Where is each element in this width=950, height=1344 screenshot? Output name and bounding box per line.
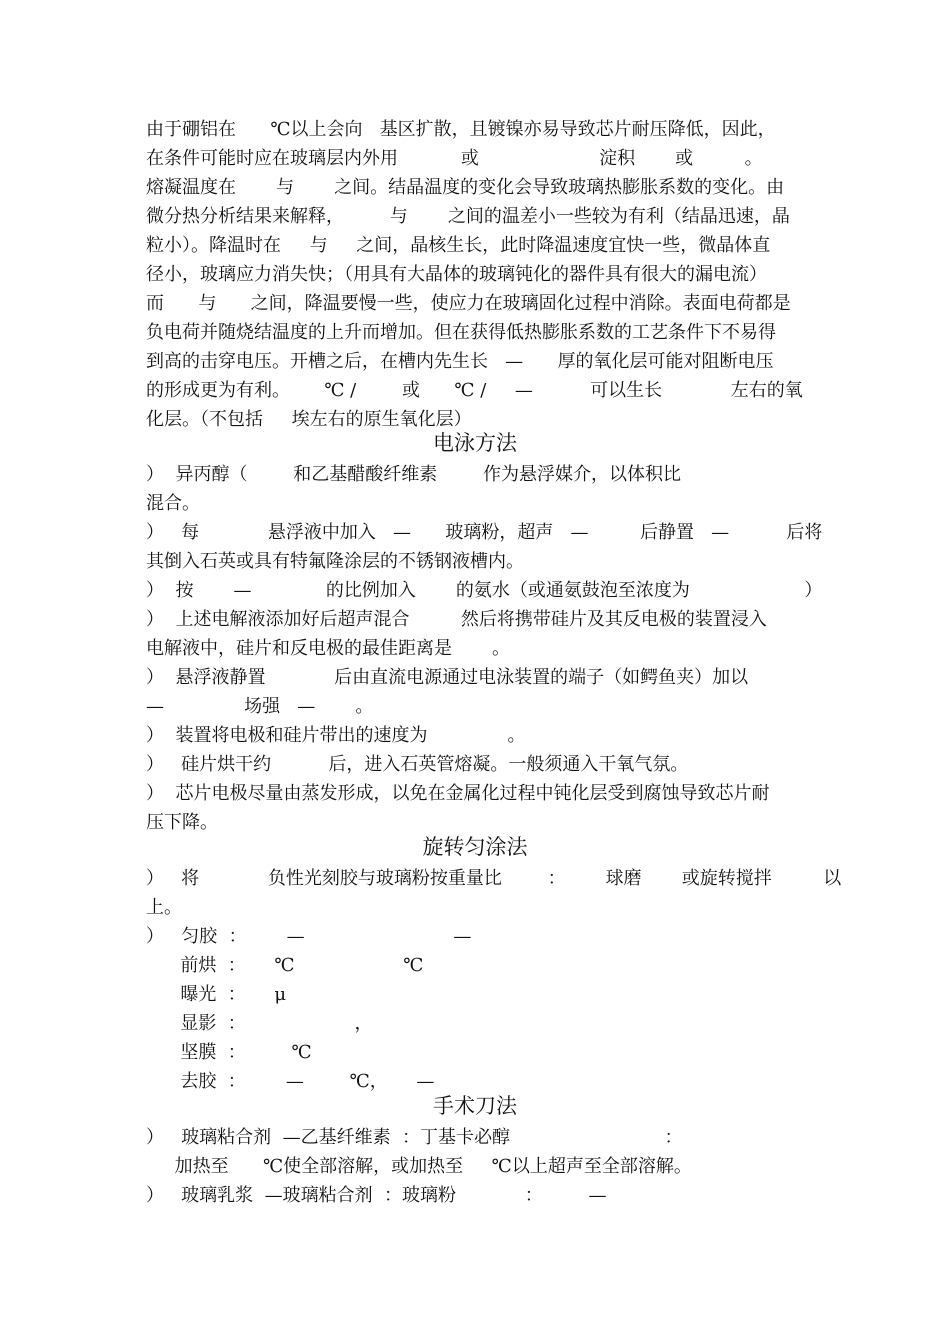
paragraph-line: 在条件可能时应在玻璃层内外用 或 淀积 或 。: [146, 148, 763, 169]
paragraph-line: 到高的击穿电压。开槽之后，在槽内先生长 — 厚的氧化层可能对阻断电压: [146, 351, 774, 372]
list-line: 压下降。: [146, 812, 218, 833]
list-line: 上。: [146, 897, 182, 918]
list-line: ） 装置将电极和硅片带出的速度为 。: [146, 725, 526, 746]
paragraph-line: 粒小）。降温时在 与 之间，晶核生长，此时降温速度宜快一些，微晶体直: [146, 235, 771, 256]
paragraph-line: 而 与 之间，降温要慢一些，使应力在玻璃固化过程中消除。表面电荷都是: [146, 293, 791, 314]
list-line: 混合。: [146, 493, 200, 514]
list-line: ） 玻璃粘合剂 —乙基纤维素 ：丁基卡必醇 ：: [146, 1127, 683, 1148]
section-heading-spin-coating: 旋转匀涂法: [422, 835, 528, 859]
list-line: ） 将 负性光刻胶与玻璃粉按重量比 ： 球磨 或旋转搅拌 以: [146, 868, 842, 889]
list-line: ） 按 — 的比例加入 的氨水（或通氨鼓泡至浓度为 ）: [146, 580, 823, 601]
list-line: ） 硅片烘干约 后，进入石英管熔凝。一般须通入干氧气氛。: [146, 754, 689, 775]
list-line: ） 玻璃乳浆 —玻璃粘合剂 ：玻璃粉 ： —: [146, 1185, 607, 1206]
list-line: 坚膜 ： ℃: [146, 1042, 312, 1063]
list-line: ） 每 悬浮液中加入 — 玻璃粉，超声 — 后静置 — 后将: [146, 522, 823, 543]
list-line: — 场强 — 。: [146, 696, 374, 717]
list-line: ） 芯片电极尽量由蒸发形成，以免在金属化过程中钝化层受到腐蚀导致芯片耐: [146, 783, 770, 804]
paragraph-line: 负电荷并随烧结温度的上升而增加。但在获得低热膨胀系数的工艺条件下不易得: [146, 322, 776, 343]
list-line: 电解液中，硅片和反电极的最佳距离是 。: [146, 638, 511, 659]
list-line: ） 悬浮液静置 后由直流电源通过电泳装置的端子（如鳄鱼夹）加以: [146, 667, 749, 688]
list-line: ） 异丙醇（ 和乙基醋酸纤维素 作为悬浮媒介，以体积比: [146, 464, 681, 485]
list-line: 曝光 ： μ: [146, 984, 287, 1005]
section-heading-electrophoresis: 电泳方法: [433, 431, 517, 455]
paragraph-line: 熔凝温度在 与 之间。结晶温度的变化会导致玻璃热膨胀系数的变化。由: [146, 177, 785, 198]
list-line: ） 上述电解液添加好后超声混合 然后将携带硅片及其反电极的装置浸入: [146, 609, 767, 630]
section-heading-scalpel: 手术刀法: [433, 1094, 517, 1118]
paragraph-line: 由于硼铝在 ℃以上会向 基区扩散，且镀镍亦易导致芯片耐压降低，因此，: [146, 119, 776, 140]
list-line: ） 匀胶 ： — —: [146, 926, 472, 947]
list-line: 其倒入石英或具有特氟隆涂层的不锈钢液槽内。: [146, 551, 524, 572]
paragraph-line: 的形成更为有利。 ℃ / 或 ℃ / — 可以生长 左右的氧: [146, 380, 803, 401]
list-line: 前烘 ： ℃ ℃: [146, 955, 424, 976]
paragraph-line: 化层。（不包括 埃左右的原生氧化层）: [146, 409, 472, 430]
list-line: 加热至 ℃使全部溶解，或加热至 ℃以上超声至全部溶解。: [146, 1156, 692, 1177]
list-line: 去胶 ： — ℃， —: [146, 1071, 435, 1092]
paragraph-line: 径小，玻璃应力消失快；（用具有大晶体的玻璃钝化的器件具有很大的漏电流）: [146, 264, 767, 285]
paragraph-line: 微分热分析结果来解释， 与 之间的温差小一些较为有利（结晶迅速，晶: [146, 206, 790, 227]
list-line: 显影 ： ，: [146, 1013, 373, 1034]
